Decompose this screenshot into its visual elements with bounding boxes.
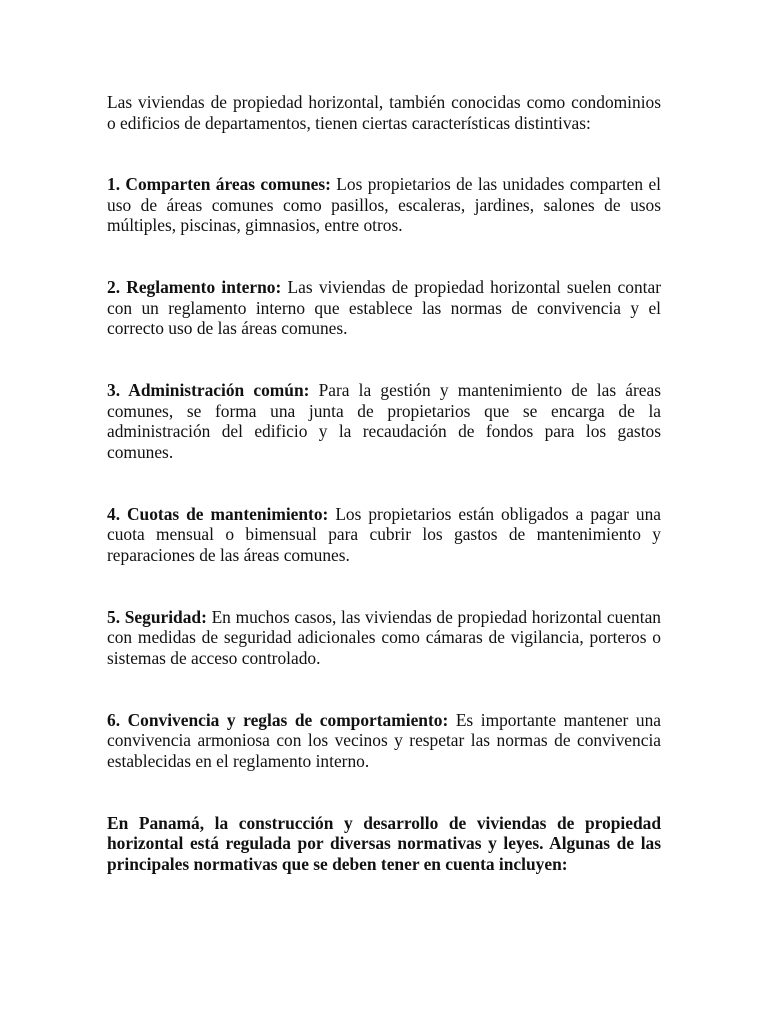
list-item-convivencia [107, 710, 661, 772]
item-heading: 1. Comparten áreas comunes: [107, 174, 331, 194]
item-heading: 5. Seguridad: [107, 606, 207, 627]
item-text: Las viviendas de propiedad horizontal suelen contar con un reglamento interno que establece las normas de convivencia y el correcto uso de las áreas comunes. [107, 277, 661, 338]
item-text: Es importante mantener una convivencia armoniosa con los vecinos y respetar las normas de convivencia establecidas en el reglamento interno. [107, 709, 661, 771]
list-item-areas-comunes [107, 174, 661, 236]
item-heading: 3. Administración común: [107, 380, 310, 400]
intro-paragraph: Las viviendas de propiedad horizontal, también conocidas como condominios o edificios de departamentos, tienen ciertas características distintivas: [107, 92, 661, 133]
item-text: En muchos casos, las viviendas de propiedad horizontal cuentan con medidas de seguridad adicionales como cámaras de vigilancia, porteros o sistemas de acceso controlado. [107, 606, 661, 668]
list-item-reglamento [107, 277, 661, 339]
item-heading: 2. Reglamento interno: [107, 277, 282, 297]
item-text: Los propietarios de las unidades comparten el uso de áreas comunes como pasillos, escaleras, jardines, salones de usos múltiples, piscinas, gimnasios, entre otros. [107, 174, 661, 235]
document-body [107, 92, 661, 874]
item-heading: 6. Convivencia y reglas de comportamiento: [107, 709, 449, 730]
list-item-administracion [107, 380, 661, 462]
item-text: Para la gestión y mantenimiento de las áreas comunes, se forma una junta de propietarios que se encarga de la administración del edificio y la recaudación de fondos para los gastos comunes. [107, 380, 661, 462]
list-item-seguridad [107, 607, 661, 669]
list-item-cuotas [107, 504, 661, 566]
item-text: Los propietarios están obligados a pagar una cuota mensual o bimensual para cubrir los gastos de mantenimiento y reparaciones de las áreas comunes. [107, 503, 662, 565]
item-heading: 4. Cuotas de mantenimiento: [107, 503, 329, 524]
closing-paragraph: En Panamá, la construcción y desarrollo de viviendas de propiedad horizontal está regulada por diversas normativas y leyes. Algunas de las principales normativas que se deben tener en cuenta incluyen: [107, 812, 661, 874]
